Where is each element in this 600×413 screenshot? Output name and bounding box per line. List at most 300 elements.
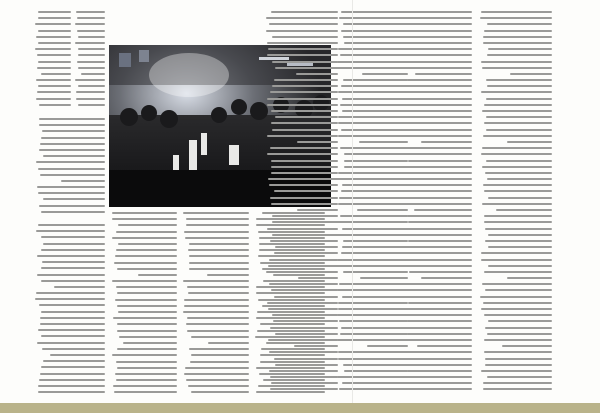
text-line	[186, 224, 249, 226]
text-line	[38, 329, 105, 331]
text-line	[183, 212, 249, 214]
text-line	[485, 240, 552, 242]
text-line	[338, 91, 408, 93]
text-line	[408, 240, 472, 242]
text-column-a3	[35, 224, 105, 397]
text-line	[36, 292, 105, 294]
text-line	[43, 155, 105, 157]
text-line	[414, 209, 472, 211]
text-column-b	[75, 11, 105, 110]
text-column-a	[35, 11, 71, 110]
text-line	[403, 178, 472, 180]
text-line	[118, 311, 177, 313]
text-line	[191, 336, 249, 338]
text-line	[484, 190, 552, 192]
text-line	[40, 317, 105, 319]
text-line	[486, 98, 552, 100]
text-line	[189, 348, 249, 350]
text-line	[114, 391, 177, 393]
text-line	[271, 203, 338, 205]
text-line	[483, 36, 552, 38]
text-line	[38, 192, 105, 194]
text-line	[402, 135, 472, 137]
text-line	[41, 137, 105, 139]
text-line	[487, 85, 552, 87]
text-line	[75, 79, 105, 81]
text-line	[267, 98, 338, 100]
text-line	[484, 122, 552, 124]
text-line	[275, 364, 338, 366]
text-line	[407, 320, 472, 322]
text-line	[81, 73, 105, 75]
text-line	[41, 249, 105, 251]
text-line	[189, 255, 249, 257]
text-line	[502, 345, 552, 347]
text-line	[421, 141, 472, 143]
text-line	[274, 79, 338, 81]
text-line	[267, 153, 338, 155]
text-line	[267, 42, 338, 44]
text-line	[343, 79, 408, 81]
text-line	[400, 203, 472, 205]
text-line	[38, 85, 71, 87]
text-line	[275, 333, 338, 335]
text-line	[113, 385, 177, 387]
text-line	[344, 370, 408, 372]
text-line	[76, 91, 105, 93]
text-line	[485, 358, 552, 360]
text-line	[270, 147, 338, 149]
text-line	[268, 48, 338, 50]
text-line	[37, 186, 105, 188]
text-line	[488, 246, 552, 248]
text-line	[338, 116, 408, 118]
text-line	[485, 228, 552, 230]
text-line	[116, 249, 177, 251]
text-line	[401, 36, 472, 38]
text-line	[338, 358, 408, 360]
text-line	[482, 110, 552, 112]
text-line	[274, 296, 338, 298]
text-line	[406, 351, 472, 353]
text-line	[272, 221, 338, 223]
text-line	[267, 54, 338, 56]
text-line	[271, 166, 338, 168]
text-line	[403, 376, 472, 378]
text-line	[75, 23, 105, 25]
text-line	[484, 351, 552, 353]
text-line	[483, 388, 552, 390]
text-line	[488, 197, 552, 199]
text-line	[400, 364, 472, 366]
text-line	[405, 314, 472, 316]
text-line	[188, 385, 249, 387]
text-line	[267, 104, 338, 106]
text-line	[298, 277, 338, 279]
text-line	[403, 166, 472, 168]
text-line	[268, 178, 338, 180]
text-line	[115, 373, 177, 375]
text-line	[76, 98, 105, 100]
text-line	[189, 262, 249, 264]
text-line	[400, 110, 472, 112]
text-line	[37, 274, 105, 276]
text-line	[184, 231, 249, 233]
text-line	[274, 190, 338, 192]
text-line	[485, 289, 552, 291]
text-line	[78, 85, 105, 87]
text-line	[337, 289, 408, 291]
text-line	[41, 311, 105, 313]
text-line	[484, 271, 552, 273]
text-line	[269, 370, 338, 372]
text-line	[39, 304, 105, 306]
text-line	[117, 348, 177, 350]
text-line	[405, 104, 472, 106]
text-line	[50, 354, 105, 356]
text-line	[269, 351, 338, 353]
text-line	[191, 391, 249, 393]
text-line	[338, 308, 408, 310]
text-line	[38, 61, 71, 63]
text-line	[271, 122, 338, 124]
text-line	[183, 280, 249, 282]
text-line	[407, 79, 472, 81]
text-line	[54, 286, 105, 288]
text-line	[339, 388, 408, 390]
text-line	[43, 360, 105, 362]
text-line	[38, 30, 71, 32]
text-line	[481, 259, 552, 261]
text-line	[119, 336, 177, 338]
text-line	[37, 91, 71, 93]
text-line	[485, 327, 552, 329]
text-line	[269, 259, 338, 261]
text-line	[408, 302, 472, 304]
text-line	[481, 308, 552, 310]
text-line	[272, 61, 338, 63]
text-line	[485, 364, 552, 366]
text-line	[485, 172, 552, 174]
text-line	[403, 30, 472, 32]
text-line	[406, 339, 472, 341]
text-line	[36, 79, 71, 81]
text-line	[188, 249, 249, 251]
text-line	[77, 17, 105, 19]
text-line	[408, 160, 472, 162]
text-line	[270, 388, 338, 390]
text-line	[42, 348, 105, 350]
text-line	[486, 79, 552, 81]
text-line	[35, 23, 71, 25]
text-line	[36, 98, 71, 100]
text-line	[339, 320, 408, 322]
text-line	[116, 286, 177, 288]
text-line	[405, 42, 472, 44]
text-line	[408, 221, 472, 223]
text-line	[78, 67, 105, 69]
text-line	[266, 17, 338, 19]
text-line	[35, 48, 71, 50]
text-line	[481, 91, 552, 93]
text-line	[275, 116, 338, 118]
text-line	[37, 342, 105, 344]
text-line	[112, 212, 177, 214]
text-line	[481, 370, 552, 372]
text-line	[336, 67, 408, 69]
text-line	[275, 246, 338, 248]
text-line	[488, 234, 552, 236]
text-line	[272, 36, 338, 38]
text-line	[41, 366, 105, 368]
text-line	[482, 283, 552, 285]
text-line	[270, 240, 338, 242]
text-column-a2	[35, 118, 105, 217]
text-line	[403, 228, 472, 230]
text-line	[190, 361, 249, 363]
text-line	[40, 373, 105, 375]
text-line	[270, 197, 338, 199]
text-line	[37, 67, 71, 69]
text-line	[481, 11, 552, 13]
text-line	[340, 333, 408, 335]
text-line	[38, 224, 105, 226]
text-line	[340, 215, 408, 217]
text-line	[337, 259, 408, 261]
text-line	[336, 221, 408, 223]
text-line	[405, 246, 472, 248]
text-line	[296, 73, 338, 75]
text-line	[496, 209, 552, 211]
text-line	[487, 54, 552, 56]
text-line	[405, 289, 472, 291]
text-line	[188, 292, 249, 294]
text-line	[187, 330, 249, 332]
text-line	[407, 333, 472, 335]
text-line	[407, 215, 472, 217]
text-line	[116, 379, 177, 381]
text-line	[275, 67, 338, 69]
text-line	[337, 314, 408, 316]
text-line	[77, 30, 105, 32]
text-line	[401, 308, 472, 310]
text-line	[481, 153, 552, 155]
text-line	[41, 267, 105, 269]
text-line	[407, 370, 472, 372]
page-gutter	[352, 0, 353, 413]
text-line	[403, 147, 472, 149]
text-line	[268, 308, 338, 310]
text-line	[401, 129, 472, 131]
text-line	[402, 234, 472, 236]
text-line	[338, 172, 408, 174]
text-line	[401, 197, 472, 199]
text-line	[78, 104, 105, 106]
text-line	[61, 180, 105, 182]
text-line	[488, 48, 552, 50]
text-line	[187, 286, 249, 288]
text-line	[269, 184, 338, 186]
text-column-e2	[480, 11, 552, 395]
text-line	[189, 243, 249, 245]
text-line	[183, 311, 249, 313]
text-line	[484, 221, 552, 223]
text-line	[36, 230, 105, 232]
text-line	[38, 42, 71, 44]
text-line	[400, 23, 472, 25]
text-line	[421, 277, 472, 279]
text-line	[40, 323, 105, 325]
text-line	[78, 54, 105, 56]
text-line	[336, 265, 408, 267]
text-line	[272, 234, 338, 236]
text-line	[344, 166, 408, 168]
text-line	[115, 299, 177, 301]
text-line	[403, 61, 472, 63]
text-line	[341, 190, 408, 192]
text-line	[185, 367, 249, 369]
text-line	[401, 116, 472, 118]
text-line	[483, 382, 552, 384]
text-line	[486, 116, 552, 118]
text-line	[344, 42, 408, 44]
text-line	[38, 11, 71, 13]
text-line	[483, 184, 552, 186]
text-line	[207, 274, 249, 276]
text-line	[344, 153, 408, 155]
text-line	[271, 110, 338, 112]
text-line	[341, 129, 408, 131]
text-line	[402, 172, 472, 174]
text-line	[403, 296, 472, 298]
text-line	[402, 122, 472, 124]
text-line	[481, 61, 552, 63]
text-line	[269, 283, 338, 285]
text-line	[268, 339, 338, 341]
text-column-d1	[266, 11, 338, 395]
text-line	[272, 314, 338, 316]
text-line	[40, 143, 105, 145]
text-line	[271, 160, 338, 162]
text-line	[510, 73, 552, 75]
text-line	[39, 149, 105, 151]
text-line	[184, 305, 249, 307]
text-line	[415, 73, 472, 75]
text-line	[484, 104, 552, 106]
text-line	[39, 124, 105, 126]
text-line	[339, 283, 408, 285]
text-line	[344, 160, 408, 162]
text-line	[191, 354, 249, 356]
text-line	[339, 197, 408, 199]
text-line	[267, 228, 338, 230]
text-line	[116, 361, 177, 363]
text-line	[184, 299, 249, 301]
text-line	[43, 243, 105, 245]
text-line	[417, 345, 472, 347]
text-line	[404, 153, 472, 155]
text-line	[113, 317, 177, 319]
text-line	[487, 178, 552, 180]
text-line	[187, 317, 249, 319]
text-line	[189, 268, 249, 270]
text-line	[401, 67, 472, 69]
text-line	[41, 73, 71, 75]
text-line	[297, 141, 338, 143]
text-line	[402, 283, 472, 285]
text-line	[483, 135, 552, 137]
text-line	[270, 376, 338, 378]
text-line	[400, 48, 472, 50]
text-line	[340, 104, 408, 106]
text-line	[271, 382, 338, 384]
text-line	[272, 85, 338, 87]
text-line	[340, 147, 408, 149]
text-line	[268, 265, 338, 267]
text-line	[272, 129, 338, 131]
text-line	[36, 161, 105, 163]
text-line	[39, 379, 105, 381]
text-line	[401, 327, 472, 329]
text-line	[270, 91, 338, 93]
text-line	[401, 85, 472, 87]
text-line	[480, 296, 552, 298]
text-line	[487, 23, 552, 25]
text-line	[270, 327, 338, 329]
text-line	[482, 67, 552, 69]
text-line	[115, 255, 177, 257]
text-line	[402, 54, 472, 56]
text-line	[117, 292, 177, 294]
text-line	[42, 261, 105, 263]
text-line	[480, 17, 552, 19]
text-line	[507, 277, 552, 279]
text-line	[403, 17, 472, 19]
text-line	[184, 373, 249, 375]
text-line	[41, 280, 105, 282]
text-line	[274, 252, 338, 254]
text-line	[39, 104, 71, 106]
text-line	[266, 30, 338, 32]
text-line	[487, 376, 552, 378]
text-line	[271, 172, 338, 174]
text-line	[117, 330, 177, 332]
text-line	[337, 339, 408, 341]
text-line	[36, 36, 71, 38]
text-line	[39, 118, 105, 120]
text-line	[336, 178, 408, 180]
text-line	[409, 271, 472, 273]
text-line	[400, 358, 472, 360]
text-line	[486, 129, 552, 131]
text-line	[403, 11, 472, 13]
text-line	[336, 234, 408, 236]
text-line	[271, 11, 338, 13]
text-line	[338, 203, 408, 205]
text-line	[343, 36, 408, 38]
text-line	[484, 30, 552, 32]
text-line	[403, 190, 472, 192]
text-line	[406, 388, 472, 390]
text-line	[406, 184, 472, 186]
text-line	[186, 379, 249, 381]
text-line	[341, 85, 408, 87]
text-line	[38, 17, 71, 19]
text-line	[78, 36, 105, 38]
text-line	[338, 122, 408, 124]
text-line	[267, 302, 338, 304]
text-line	[114, 262, 177, 264]
